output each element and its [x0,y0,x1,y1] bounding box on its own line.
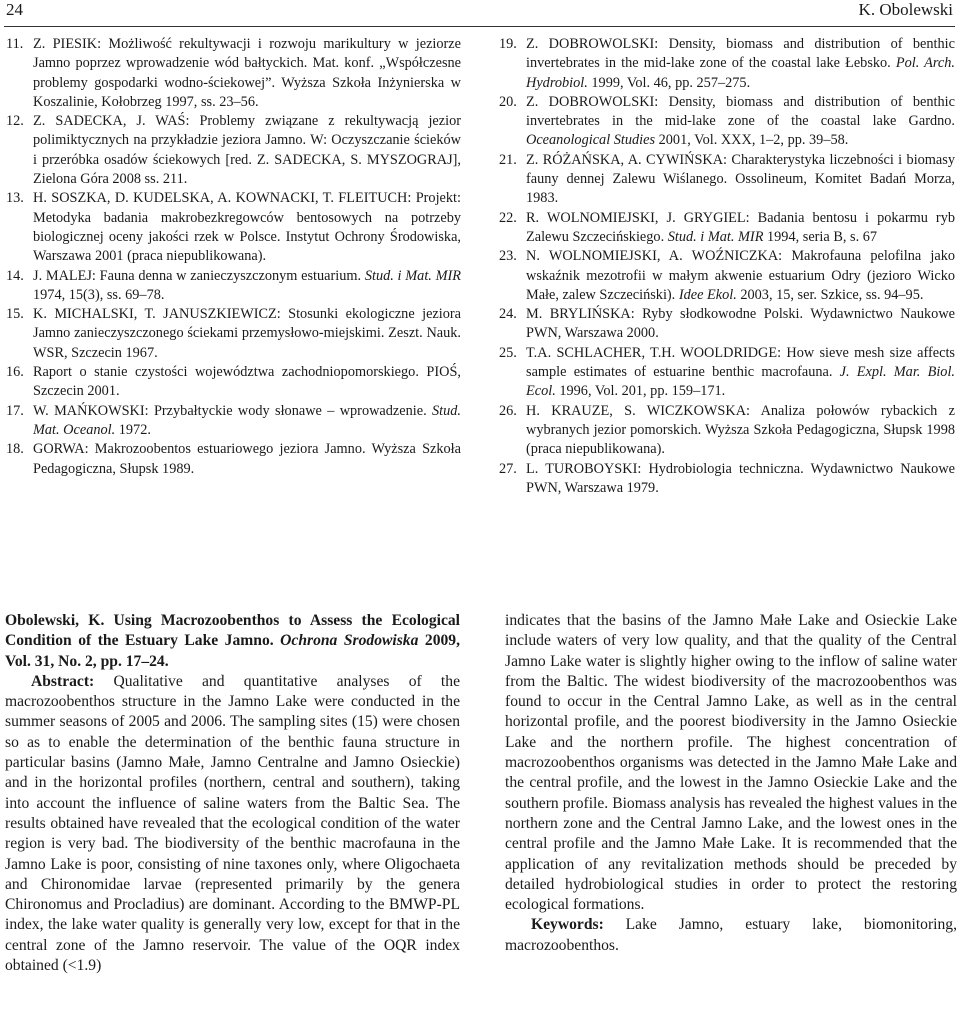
reference-number: 24. [499,306,517,323]
reference-item [6,402,461,441]
reference-text [526,35,955,93]
page-header [4,0,955,27]
reference-number: 14. [6,267,24,284]
reference-segment: Z. DOBROWOLSKI: Density, biomass and distribution of benthic invertebrates in the mid-lake zone of the coastal lake Gardno. [526,93,955,130]
reference-item [499,460,955,499]
reference-number: 18. [6,441,24,458]
abstract-right-column [505,611,957,956]
reference-segment: 2003, 15, ser. Szkice, ss. 94–95. [736,286,924,303]
reference-segment: GORWA: Makrozoobentos estuariowego jeziora Jamno. Wyższa Szkoła Pedagogiczna, Słupsk 1989. [33,441,461,477]
page-number: 24 [6,0,23,19]
reference-segment: Z. PIESIK: Możliwość rekultywacji i rozwoju marikultury w jeziorze Jamno poprzez wprowadzenie wód bałtyckich. Mat. konf. „Współczesne problemy gospodarki wodno-ściekowej”. Wyższa Szkoła Inżynierska w Koszalinie, Kołobrzeg 1997, ss. 23–56. [33,36,461,110]
reference-text [33,189,461,266]
reference-segment: 1972. [115,421,151,438]
reference-segment: L. TUROBOYSKI: Hydrobiologia techniczna. Wydawnictwo Naukowe PWN, Warszawa 1979. [526,460,955,496]
reference-item [6,440,461,479]
reference-number: 23. [499,248,517,265]
reference-segment: J. MALEJ: Fauna denna w zanieczyszczonym estuarium. [33,267,365,284]
reference-journal: Pol. Arch. Hydrobiol. [526,55,955,91]
reference-item [6,305,461,363]
reference-segment: Raport o stanie czystości województwa zachodniopomorskiego. PIOŚ, Szczecin 2001. [33,364,461,400]
reference-number: 12. [6,113,24,130]
keywords-label: Keywords: [531,916,604,934]
reference-item [6,189,461,266]
reference-text [526,344,955,402]
reference-segment: H. KRAUZE, S. WICZKOWSKA: Analiza połowów rybackich z wybranych jezior pomorskich. Wyższa Szkoła Pedagogiczna, Słupsk 1998 (praca niepublikowana). [526,402,955,458]
reference-text [526,151,955,209]
reference-item [499,35,955,93]
reference-text [526,402,955,460]
reference-number: 25. [499,344,517,361]
reference-segment: M. BRYLIŃSKA: Ryby słodkowodne Polski. Wydawnictwo Naukowe PWN, Warszawa 2000. [526,306,955,342]
reference-item [6,35,461,112]
reference-number: 16. [6,364,24,381]
reference-segment: Z. DOBROWOLSKI: Density, biomass and distribution of benthic invertebrates in the mid-lake zone of the coastal lake Łebsko. [526,36,955,72]
abstract-body-left [5,672,460,976]
abstract-label: Abstract: [31,672,95,690]
abstract-text-left: Qualitative and quantitative analyses of the macrozoobenthos structure in the Jamno Lake were conducted in the summer seasons of 2005 and 2006. The sampling sites (15) were chosen so as to enable the determination of the benthic fauna structure in particular basins (Jamno Małe, Jamno Centralne and Jamno Osieckie) and in the horizontal profiles (northern, central and southern), taking into account the influence of saline waters from the Baltic Sea. The results obtained have revealed that the ecological condition of the water region is very bad. The biodiversity of the benthic macrofauna in the Jamno Lake is poor, consisting of nine taxones only, where Oligochaeta and Chironomidae larvae (represented primarily by the genera Chironomus and Procladius) are dominant. According to the BMWP-PL index, the lake water quality is generally very low, except for that in the central zone of the Jamno reservoir. The value of the OQR index obtained (<1.9) [5,672,460,975]
reference-number: 21. [499,151,517,168]
reference-item [499,151,955,209]
citation-title: Obolewski, K. Using Macrozoobenthos to Assess the Ecological Condition of the Estuary Lake Jamno. [5,612,460,650]
reference-item [499,93,955,151]
reference-journal: Idee Ekol. [678,286,737,303]
reference-text [526,93,955,151]
reference-segment: N. WOLNOMIEJSKI, A. WOŹNICZKA: Makrofauna pelofilna jako wskaźnik mezotrofii w małym akwenie estuarium Odry (jezioro Wicko Małe, zalew Szczeciński). [526,248,955,303]
reference-text [33,267,461,306]
reference-text [33,305,461,363]
reference-text [33,363,461,402]
reference-segment: R. WOLNOMIEJSKI, J. GRYGIEL: Badania bentosu i pokarmu ryb Zalewu Szczecińskiego. [526,209,955,245]
keywords-text: Lake Jamno, estuary lake, biomonitoring, macrozoobenthos. [505,916,957,954]
keywords-line [505,915,957,956]
reference-number: 13. [6,190,24,207]
reference-segment: W. MAŃKOWSKI: Przybałtyckie wody słonawe – wprowadzenie. [33,402,432,419]
reference-segment: K. MICHALSKI, T. JANUSZKIEWICZ: Stosunki ekologiczne jeziora Jamno zanieczyszczonego ściekami przemysłowo-miejskimi. Zeszt. Nauk. WSR, Szczecin 1967. [33,306,461,361]
reference-number: 17. [6,402,24,419]
abstract-text-right: indicates that the basins of the Jamno Małe Lake and Osieckie Lake include waters of very low quality, and that the quality of the Central Jamno Lake water is slightly higher owing to the inflow of saline water from the Baltic. The widest biodiversity of the macrozoobenthos was found to occur in the Central Jamno Lake, as well as in the central horizontal profile, and the poorest biodiversity in the Jamno Osieckie Lake and the northern profile. The highest concentration of macrozoobenthos organisms was detected in the Jamno Małe Lake and the central profile, and the lowest in the Jamno Osieckie Lake and the southern profile. Biomass analysis has revealed the highest values in the northern zone and the Central Jamno Lake, and the lowest ones in the central profile and the Jamno Małe Lake. It is recommended that the application of any revitalization methods should be preceded by detailed hydrobiological studies in order to protect the restoring ecological formations. [505,612,957,914]
reference-item [6,112,461,189]
reference-segment: Z. RÓŻAŃSKA, A. CYWIŃSKA: Charakterystyka liczebności i biomasy fauny dennej Zalewu Wiślanego. Ossolineum, Komitet Badań Morza, 1983. [526,151,955,207]
reference-number: 27. [499,460,517,477]
references-left-column [6,35,461,479]
reference-journal: Stud. i Mat. MIR [667,228,764,245]
reference-text [33,440,461,479]
reference-item [499,209,955,248]
running-author: K. Obolewski [858,0,953,19]
journal-name: Ochrona Srodowiska [280,632,419,650]
references-right-column [499,35,955,498]
reference-journal: Stud. i Mat. MIR [364,267,461,284]
reference-segment: 1996, Vol. 201, pp. 159–171. [555,383,726,400]
reference-segment: 1999, Vol. 46, pp. 257–275. [587,74,751,91]
reference-journal: Oceanological Studies [526,132,656,149]
reference-text [526,247,955,305]
reference-item [499,305,955,344]
reference-segment: 2001, Vol. XXX, 1–2, pp. 39–58. [655,132,849,149]
reference-number: 26. [499,402,517,419]
reference-segment: H. SOSZKA, D. KUDELSKA, A. KOWNACKI, T. FLEITUCH: Projekt: Metodyka badania makrobezkregowców bentosowych na potrzeby biologicznej oceny jakości rzek w Polsce. Instytut Ochrony Środowiska, Warszawa 2001 (praca niepublikowana). [33,190,461,265]
reference-segment: Z. SADECKA, J. WAŚ: Problemy związane z rekultywacją jezior polimiktycznych na przykładzie jeziora Jamno. W: Oczyszczanie ścieków i przeróbka osadów ściekowych [red. Z. SADECKA, S. MYSZOGRAJ], Zielona Góra 2008 ss. 211. [33,113,461,188]
reference-number: 11. [6,36,24,52]
reference-number: 20. [499,93,517,110]
journal-details: 2009, Vol. 31, No. 2, pp. 17–24. [5,632,460,670]
reference-text [33,35,461,112]
abstract-left-column [5,611,460,976]
reference-item [499,344,955,402]
reference-number: 15. [6,306,24,323]
reference-text [33,112,461,189]
reference-segment: T.A. SCHLACHER, T.H. WOOLDRIDGE: How sieve mesh size affects sample estimates of estuarine benthic macrofauna. [526,344,955,381]
reference-item [6,267,461,306]
abstract-citation [5,611,460,672]
reference-journal: J. Expl. Mar. Biol. Ecol. [526,364,955,400]
reference-journal: Stud. Mat. Oceanol. [33,402,461,438]
reference-number: 19. [499,36,517,52]
reference-item [6,363,461,402]
reference-item [499,402,955,460]
reference-text [526,209,955,248]
reference-text [526,460,955,499]
reference-segment: 1994, seria B, s. 67 [763,228,878,245]
reference-number: 22. [499,209,517,226]
reference-item [499,247,955,305]
reference-text [33,402,461,441]
reference-segment: 1974, 15(3), ss. 69–78. [33,286,165,303]
reference-text [526,305,955,344]
